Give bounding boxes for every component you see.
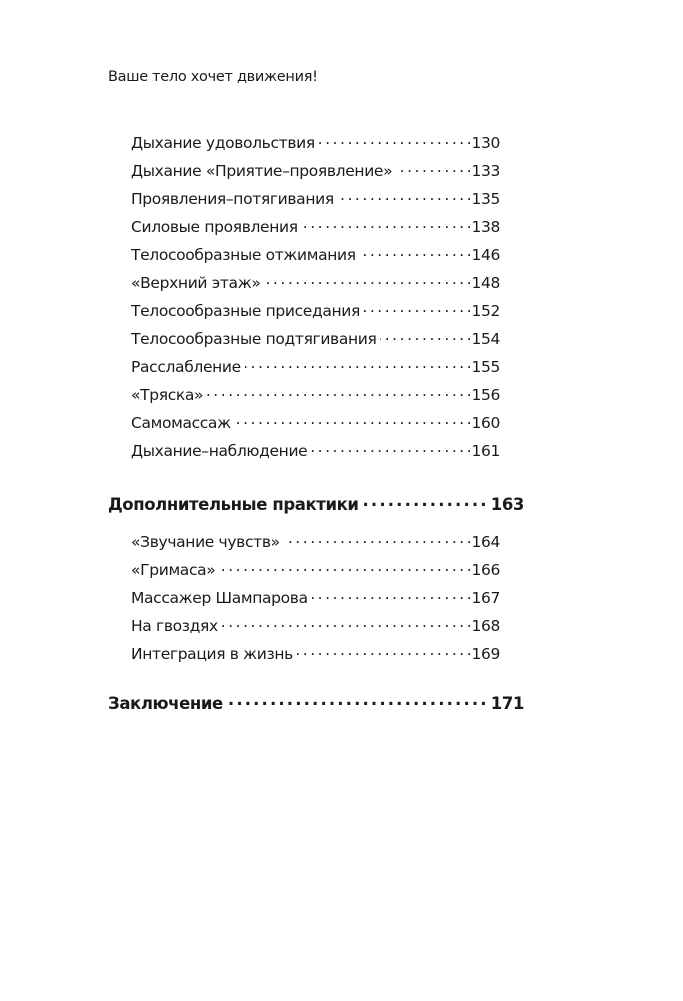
dot-leader xyxy=(284,531,471,547)
dot-leader xyxy=(396,160,470,176)
toc-entry[interactable] xyxy=(131,356,500,378)
toc-entry[interactable] xyxy=(131,559,500,581)
toc-entry[interactable] xyxy=(131,412,500,434)
toc-entry-page: 168 xyxy=(471,616,500,635)
toc-entry-page: 138 xyxy=(471,217,500,236)
dot-leader xyxy=(311,440,470,456)
toc-entry-page: 161 xyxy=(471,441,500,460)
toc-entry[interactable] xyxy=(131,328,500,350)
toc-entry[interactable] xyxy=(131,384,500,406)
toc-entry[interactable] xyxy=(131,272,500,294)
toc-entry-page: 167 xyxy=(471,588,500,607)
dot-leader xyxy=(338,188,471,204)
toc-entry-page: 146 xyxy=(471,245,500,264)
toc-section-page: 171 xyxy=(490,693,524,713)
dot-leader xyxy=(312,587,471,603)
toc-entry-page: 156 xyxy=(471,385,500,404)
running-head: Ваше тело хочет движения! xyxy=(108,69,318,85)
dot-leader xyxy=(319,132,471,148)
toc-entry-title: Массажер Шампарова xyxy=(131,588,308,607)
dot-leader xyxy=(235,412,471,428)
toc-entry-page: 160 xyxy=(471,413,500,432)
dot-leader xyxy=(222,615,471,631)
toc-entry-page: 148 xyxy=(471,273,500,292)
toc-entry-page: 155 xyxy=(471,357,500,376)
toc-section[interactable] xyxy=(108,692,524,716)
dot-leader xyxy=(380,328,470,344)
toc-entry-page: 164 xyxy=(471,532,500,551)
toc-entry[interactable] xyxy=(131,300,500,322)
dot-leader xyxy=(364,300,470,316)
dot-leader xyxy=(360,244,471,260)
toc-entry-title: На гвоздях xyxy=(131,616,218,635)
toc-entry-title: Расслабление xyxy=(131,357,241,376)
toc-entry-title: Интеграция в жизнь xyxy=(131,644,293,663)
toc-entry-page: 130 xyxy=(471,133,500,152)
toc-entry-title: Силовые проявления xyxy=(131,217,298,236)
toc-entry-page: 154 xyxy=(471,329,500,348)
toc-entry-page: 152 xyxy=(471,301,500,320)
toc-entry-title: Дыхание–наблюдение xyxy=(131,441,308,460)
toc-section-title: Заключение xyxy=(108,693,223,713)
toc-entry-title: Дыхание «Приятие–проявление» xyxy=(131,161,393,180)
toc-entry-title: «Гримаса» xyxy=(131,560,216,579)
toc-entry[interactable] xyxy=(131,615,500,637)
dot-leader xyxy=(245,356,471,372)
dot-leader xyxy=(363,493,485,510)
toc-entry-title: «Звучание чувств» xyxy=(131,532,280,551)
toc-entry[interactable] xyxy=(131,440,500,462)
toc-section-title: Дополнительные практики xyxy=(108,494,359,514)
toc-entry-page: 133 xyxy=(471,161,500,180)
toc-entry[interactable] xyxy=(131,216,500,238)
toc-entry-title: «Верхний этаж» xyxy=(131,273,261,292)
dot-leader xyxy=(207,384,470,400)
toc-entry[interactable] xyxy=(131,643,500,665)
toc-entry[interactable] xyxy=(131,587,500,609)
toc-entry[interactable] xyxy=(131,244,500,266)
toc-entry-title: «Тряска» xyxy=(131,385,204,404)
toc-entry-page: 169 xyxy=(471,644,500,663)
dot-leader xyxy=(219,559,470,575)
toc-entry[interactable] xyxy=(131,531,500,553)
dot-leader xyxy=(302,216,471,232)
toc-entry-title: Самомассаж xyxy=(131,413,231,432)
toc-entry[interactable] xyxy=(131,132,500,154)
toc-section-page: 163 xyxy=(490,494,524,514)
toc-entry[interactable] xyxy=(131,188,500,210)
toc-entry-title: Телосообразные отжимания xyxy=(131,245,356,264)
toc-entry-title: Проявления–потягивания xyxy=(131,189,334,208)
toc-entry[interactable] xyxy=(131,160,500,182)
toc-section[interactable] xyxy=(108,493,524,517)
dot-leader xyxy=(297,643,470,659)
dot-leader xyxy=(264,272,470,288)
toc-entry-page: 166 xyxy=(471,560,500,579)
dot-leader xyxy=(227,692,485,709)
toc-entry-page: 135 xyxy=(471,189,500,208)
toc-entry-title: Дыхание удовольствия xyxy=(131,133,315,152)
toc-entry-title: Телосообразные приседания xyxy=(131,301,360,320)
toc-entry-title: Телосообразные подтягивания xyxy=(131,329,377,348)
